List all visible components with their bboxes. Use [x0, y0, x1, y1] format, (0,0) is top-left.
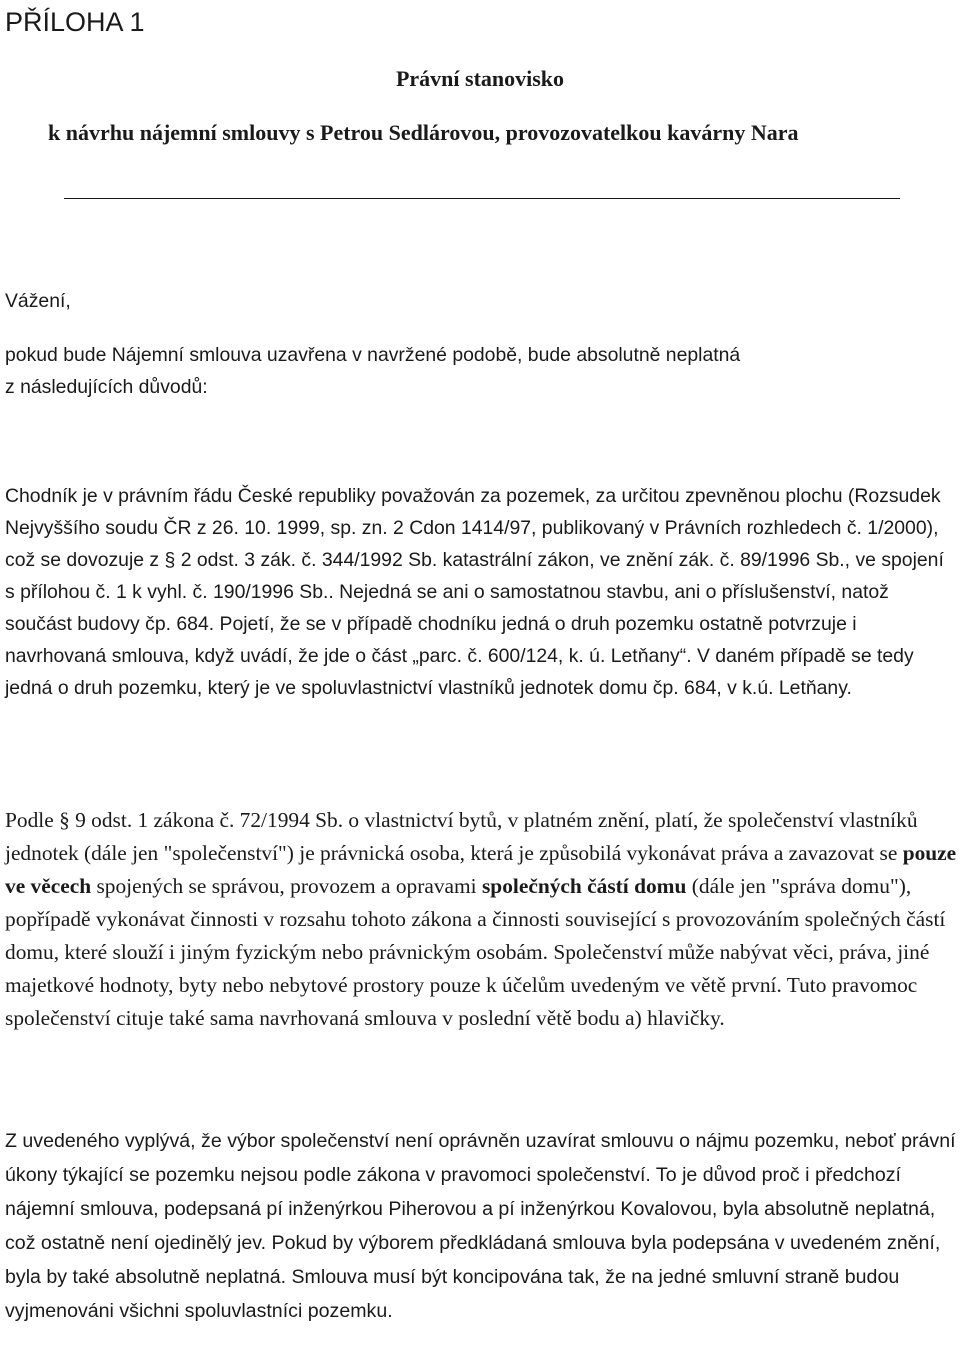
sidewalk-paragraph-part-2: Pojetí, že se v případě chodníku jedná o druh pozemku ostatně potvrzuje i navrhovaná smlouva, když uvádí, že jde o část „parc. č. 600/124, k. ú. Letňany“. V daném případě se tedy jedná o druh pozemku, který je ve spoluvlastnictví vlastníků jednotek domu čp. 684, v k.ú. Letňany. [5, 613, 914, 699]
title-divider [64, 198, 900, 199]
law-paragraph-part-1: Podle § 9 odst. 1 zákona č. 72/1994 Sb. o vlastnictví bytů, v platném znění, platí, že společenství vlastníků jednotek (dále jen "společenství") je právnická osoba, která je způsobilá vykonávat práva a zavazovat se [5, 808, 918, 865]
intro-line-1: pokud bude Nájemní smlouva uzavřena v navržené podobě, bude absolutně neplatná [5, 344, 741, 366]
salutation: Vážení, [5, 290, 71, 312]
appendix-heading: PŘÍLOHA 1 [5, 7, 145, 37]
law-paragraph-bold-2: společných částí domu [481, 874, 687, 898]
law-paragraph-bold-1: pouze ve věcech [5, 841, 957, 898]
law-paragraph-part-2: spojených se správou, provozem a opravami [91, 874, 482, 898]
sidewalk-paragraph-part-1: Chodník je v právním řádu České republiky považován za pozemek, za určitou zpevněnou plochu (Rozsudek Nejvyššího soudu ČR z 26. 10. 1999, sp. zn. 2 Cdon 1414/97, publikovaný v Právních rozhledech č. 1/2000), což se dovozuje z § 2 odst. 3 zák. č. 344/1992 Sb. katastrální zákon, ve znění zák. č. 89/1996 Sb., ve spojení s přílohou č. 1 k vyhl. č. 190/1996 Sb.. Nejedná se ani o samostatnou stavbu, ani o příslušenství, natož součást budovy čp. 684. [5, 485, 944, 635]
law-paragraph-part-3: (dále jen "správa domu"), popřípadě vykonávat činnosti v rozsahu tohoto zákona a činnosti související s provozováním společných částí domu, které slouží i jiným fyzickým nebo právnickým osobám. Společenství může nabývat věci, práva, jiné majetkové hodnoty, byty nebo nebytové prostory pouze k účelům uvedeným ve větě první. Tuto pravomoc společenství cituje také sama navrhovaná smlouva v poslední větě bodu a) hlavičky. [5, 874, 946, 1030]
sidewalk-paragraph [5, 480, 958, 704]
document-title: Právní stanovisko [395, 66, 565, 91]
intro-line-2: z následujících důvodů: [5, 376, 208, 398]
document-subtitle: k návrhu nájemní smlouvy s Petrou Sedlárovou, provozovatelkou kavárny Nara [48, 120, 799, 145]
conclusion-paragraph: Z uvedeného vyplývá, že výbor společenství není oprávněn uzavírat smlouvu o nájmu pozemku, neboť právní úkony týkající se pozemku nejsou podle zákona v pravomoci společenství. To je důvod proč i předchozí nájemní smlouva, podepsaná pí inženýrkou Piherovou a pí inženýrkou Kovalovou, byla absolutně neplatná, což ostatně není ojedinělý jev. Pokud by výborem předkládaná smlouva byla podepsána v uvedeném znění, byla by také absolutně neplatná. Smlouva musí být koncipována tak, že na jedné smluvní straně budou vyjmenováni všichni spoluvlastníci pozemku. [5, 1130, 956, 1322]
intro-paragraph [5, 339, 958, 403]
law-paragraph [5, 804, 958, 1035]
